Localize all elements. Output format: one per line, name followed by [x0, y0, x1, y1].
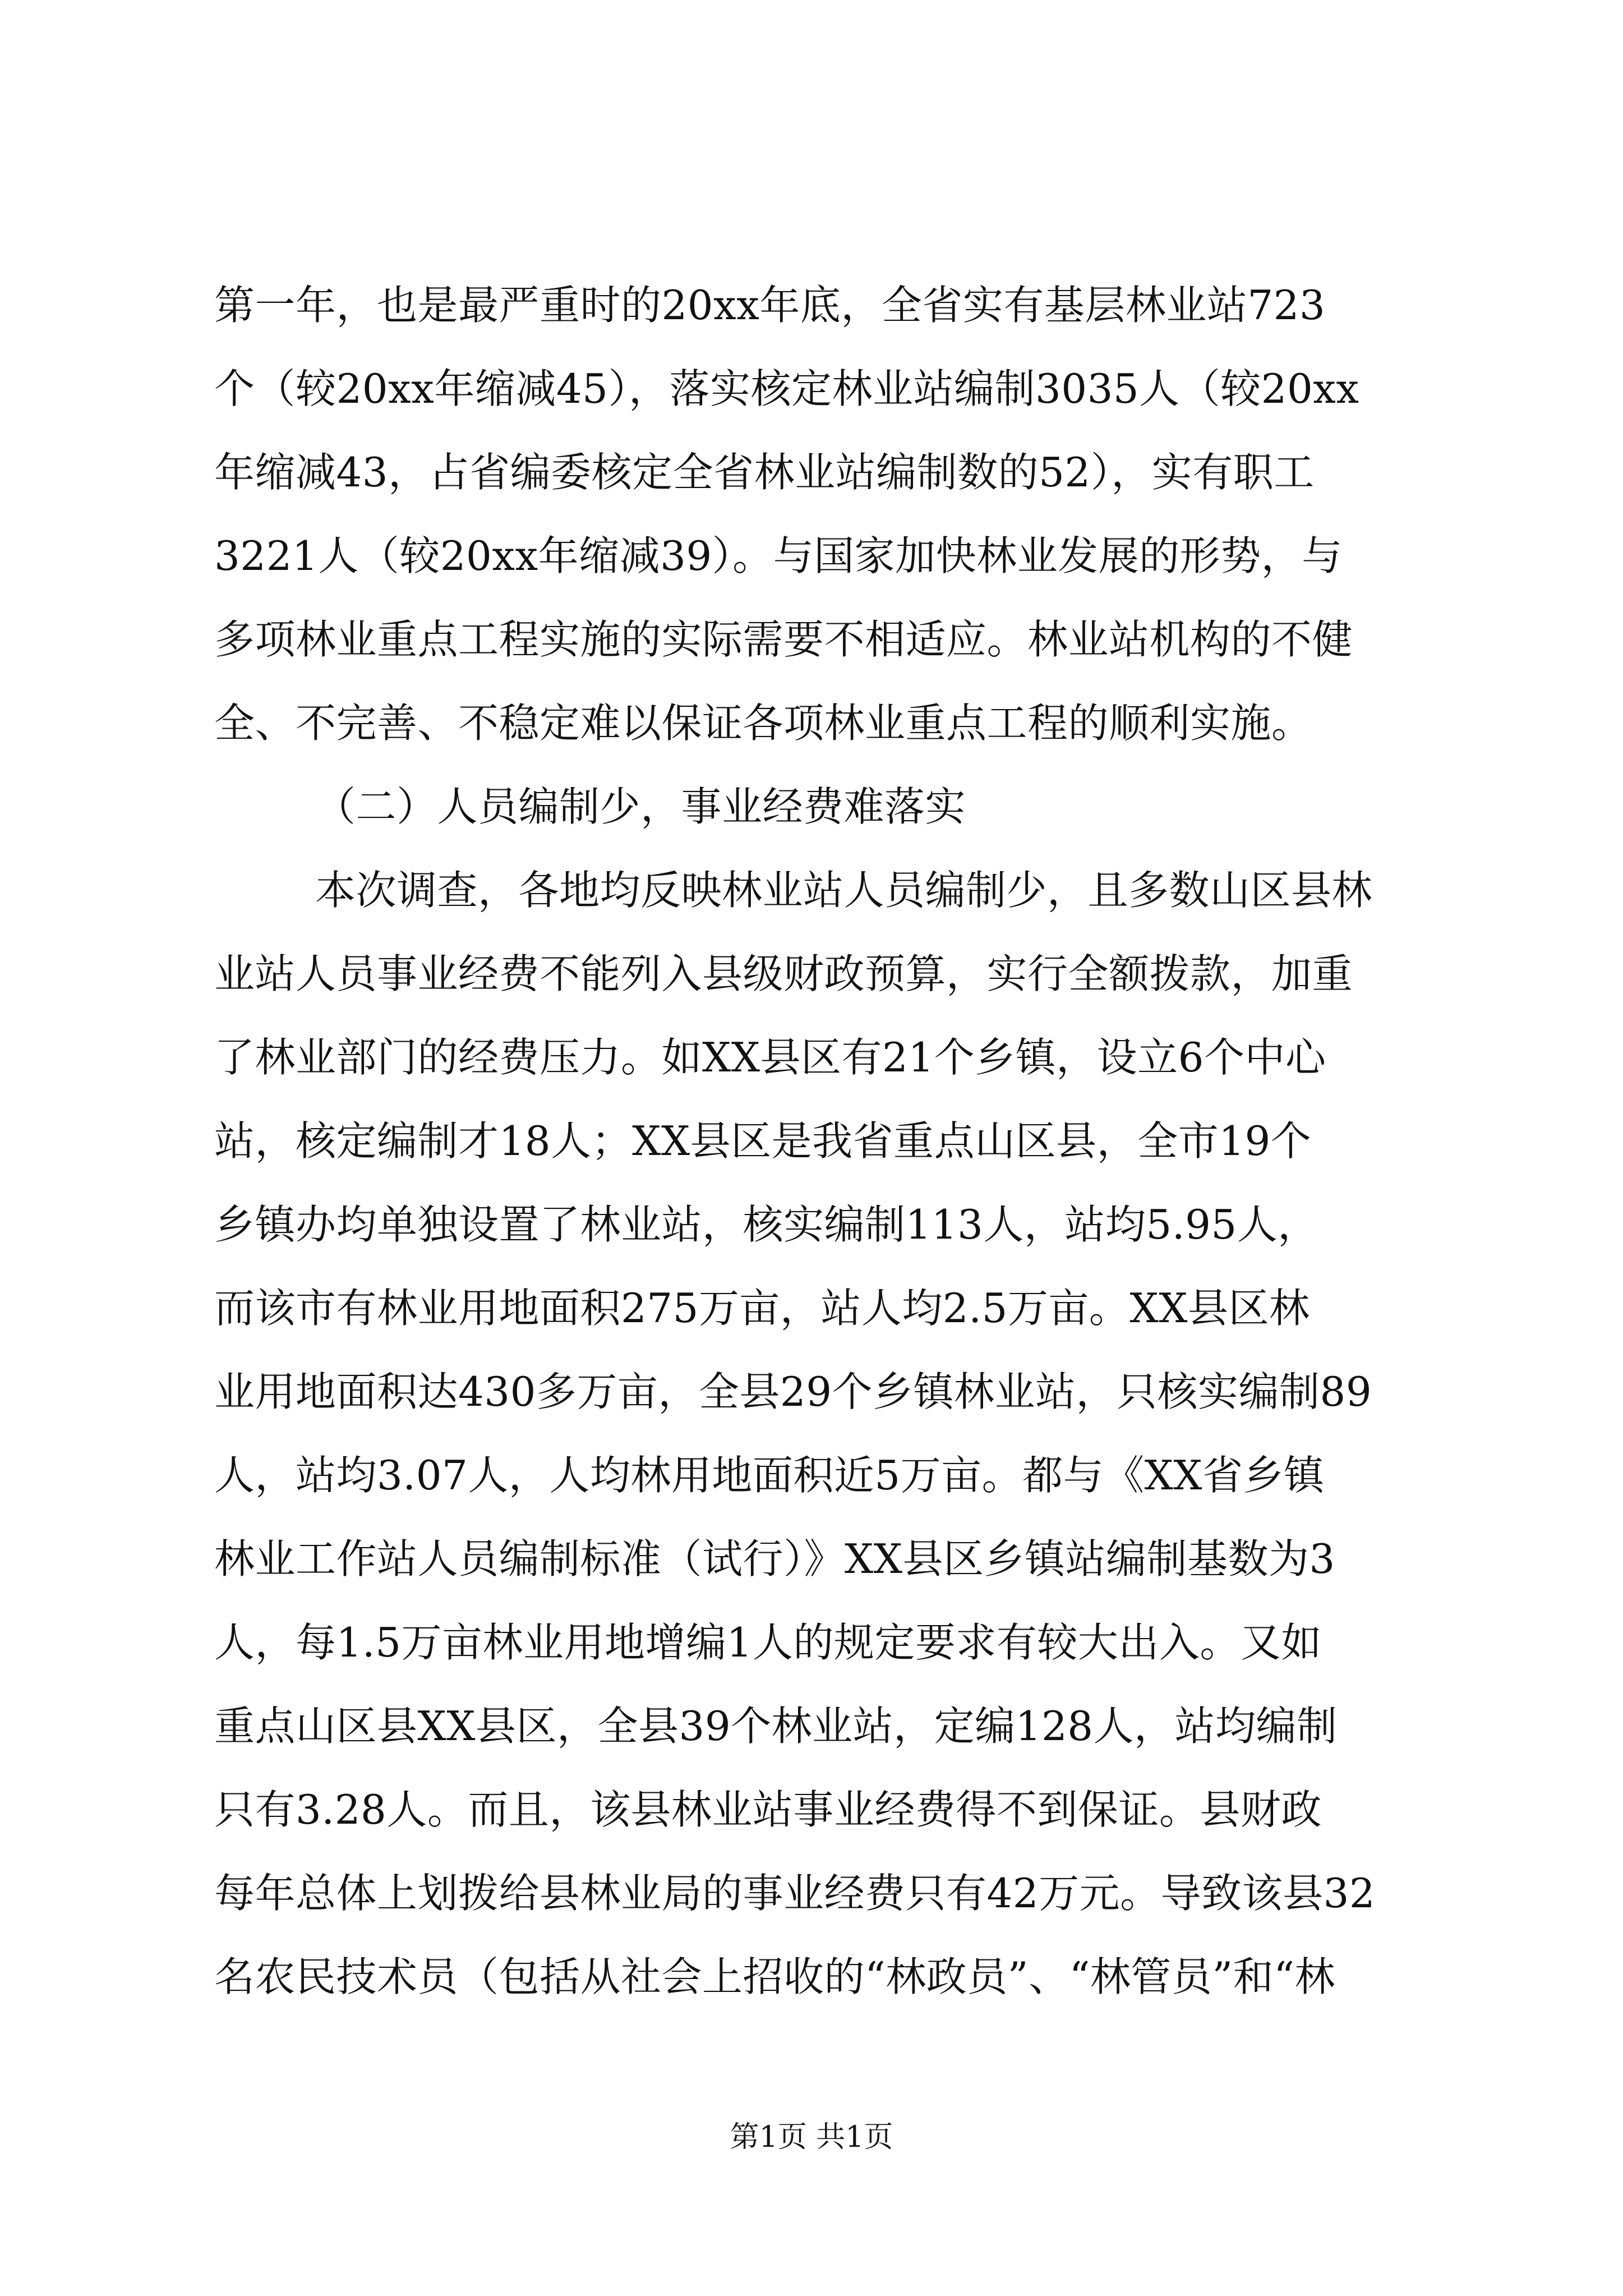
text-line: 重点山区县XX县区，全县39个林业站，定编128人，站均编制	[214, 1703, 1338, 1750]
body-text	[214, 264, 1426, 2019]
text-line: 年缩减43，占省编委核定全省林业站编制数的52），实有职工	[214, 449, 1315, 496]
text-line: 个（较20xx年缩减45），落实核定林业站编制3035人（较20xx	[214, 365, 1359, 412]
text-line: 业用地面积达430多万亩，全县29个乡镇林业站，只核实编制89	[214, 1368, 1372, 1415]
paragraph-first-line: 本次调查，各地均反映林业站人员编制少，且多数山区县林	[315, 867, 1373, 914]
text-line: 人，每1.5万亩林业用地增编1人的规定要求有较大出入。又如	[214, 1619, 1322, 1666]
text-line: 了林业部门的经费压力。如XX县区有21个乡镇，设立6个中心	[214, 1034, 1326, 1081]
text-line: 第一年，也是最严重时的20xx年底，全省实有基层林业站723	[214, 282, 1326, 329]
text-line: 全、不完善、不稳定难以保证各项林业重点工程的顺利实施。	[214, 700, 1312, 747]
text-line: 业站人员事业经费不能列入县级财政预算，实行全额拨款，加重	[214, 950, 1353, 997]
text-line: 林业工作站人员编制标准（试行）》XX县区乡镇站编制基数为3	[214, 1535, 1335, 1582]
text-line: 人，站均3.07人，人均林用地面积近5万亩。都与《XX省乡镇	[214, 1452, 1325, 1499]
text-line: 3221人（较20xx年缩减39）。与国家加快林业发展的形势，与	[214, 532, 1343, 579]
section-heading: （二）人员编制少，事业经费难落实	[315, 783, 966, 830]
text-line: 只有3.28人。而且，该县林业站事业经费得不到保证。县财政	[214, 1786, 1322, 1833]
text-line: 乡镇办均单独设置了林业站，核实编制113人，站均5.95人，	[214, 1201, 1318, 1248]
text-line: 名农民技术员（包括从社会上招收的“林政员”、“林管员”和“林	[214, 1953, 1336, 2000]
text-line: 每年总体上划拨给县林业局的事业经费只有42万元。导致该县32	[214, 1870, 1376, 1917]
text-line: 多项林业重点工程实施的实际需要不相适应。林业站机构的不健	[214, 616, 1353, 663]
text-line: 而该市有林业用地面积275万亩，站人均2.5万亩。XX县区林	[214, 1285, 1310, 1332]
text-line: 站，核定编制才18人；XX县区是我省重点山区县，全市19个	[214, 1117, 1312, 1165]
page-number: 第1页 共1页	[730, 2120, 893, 2154]
page-footer	[0, 2118, 1623, 2157]
